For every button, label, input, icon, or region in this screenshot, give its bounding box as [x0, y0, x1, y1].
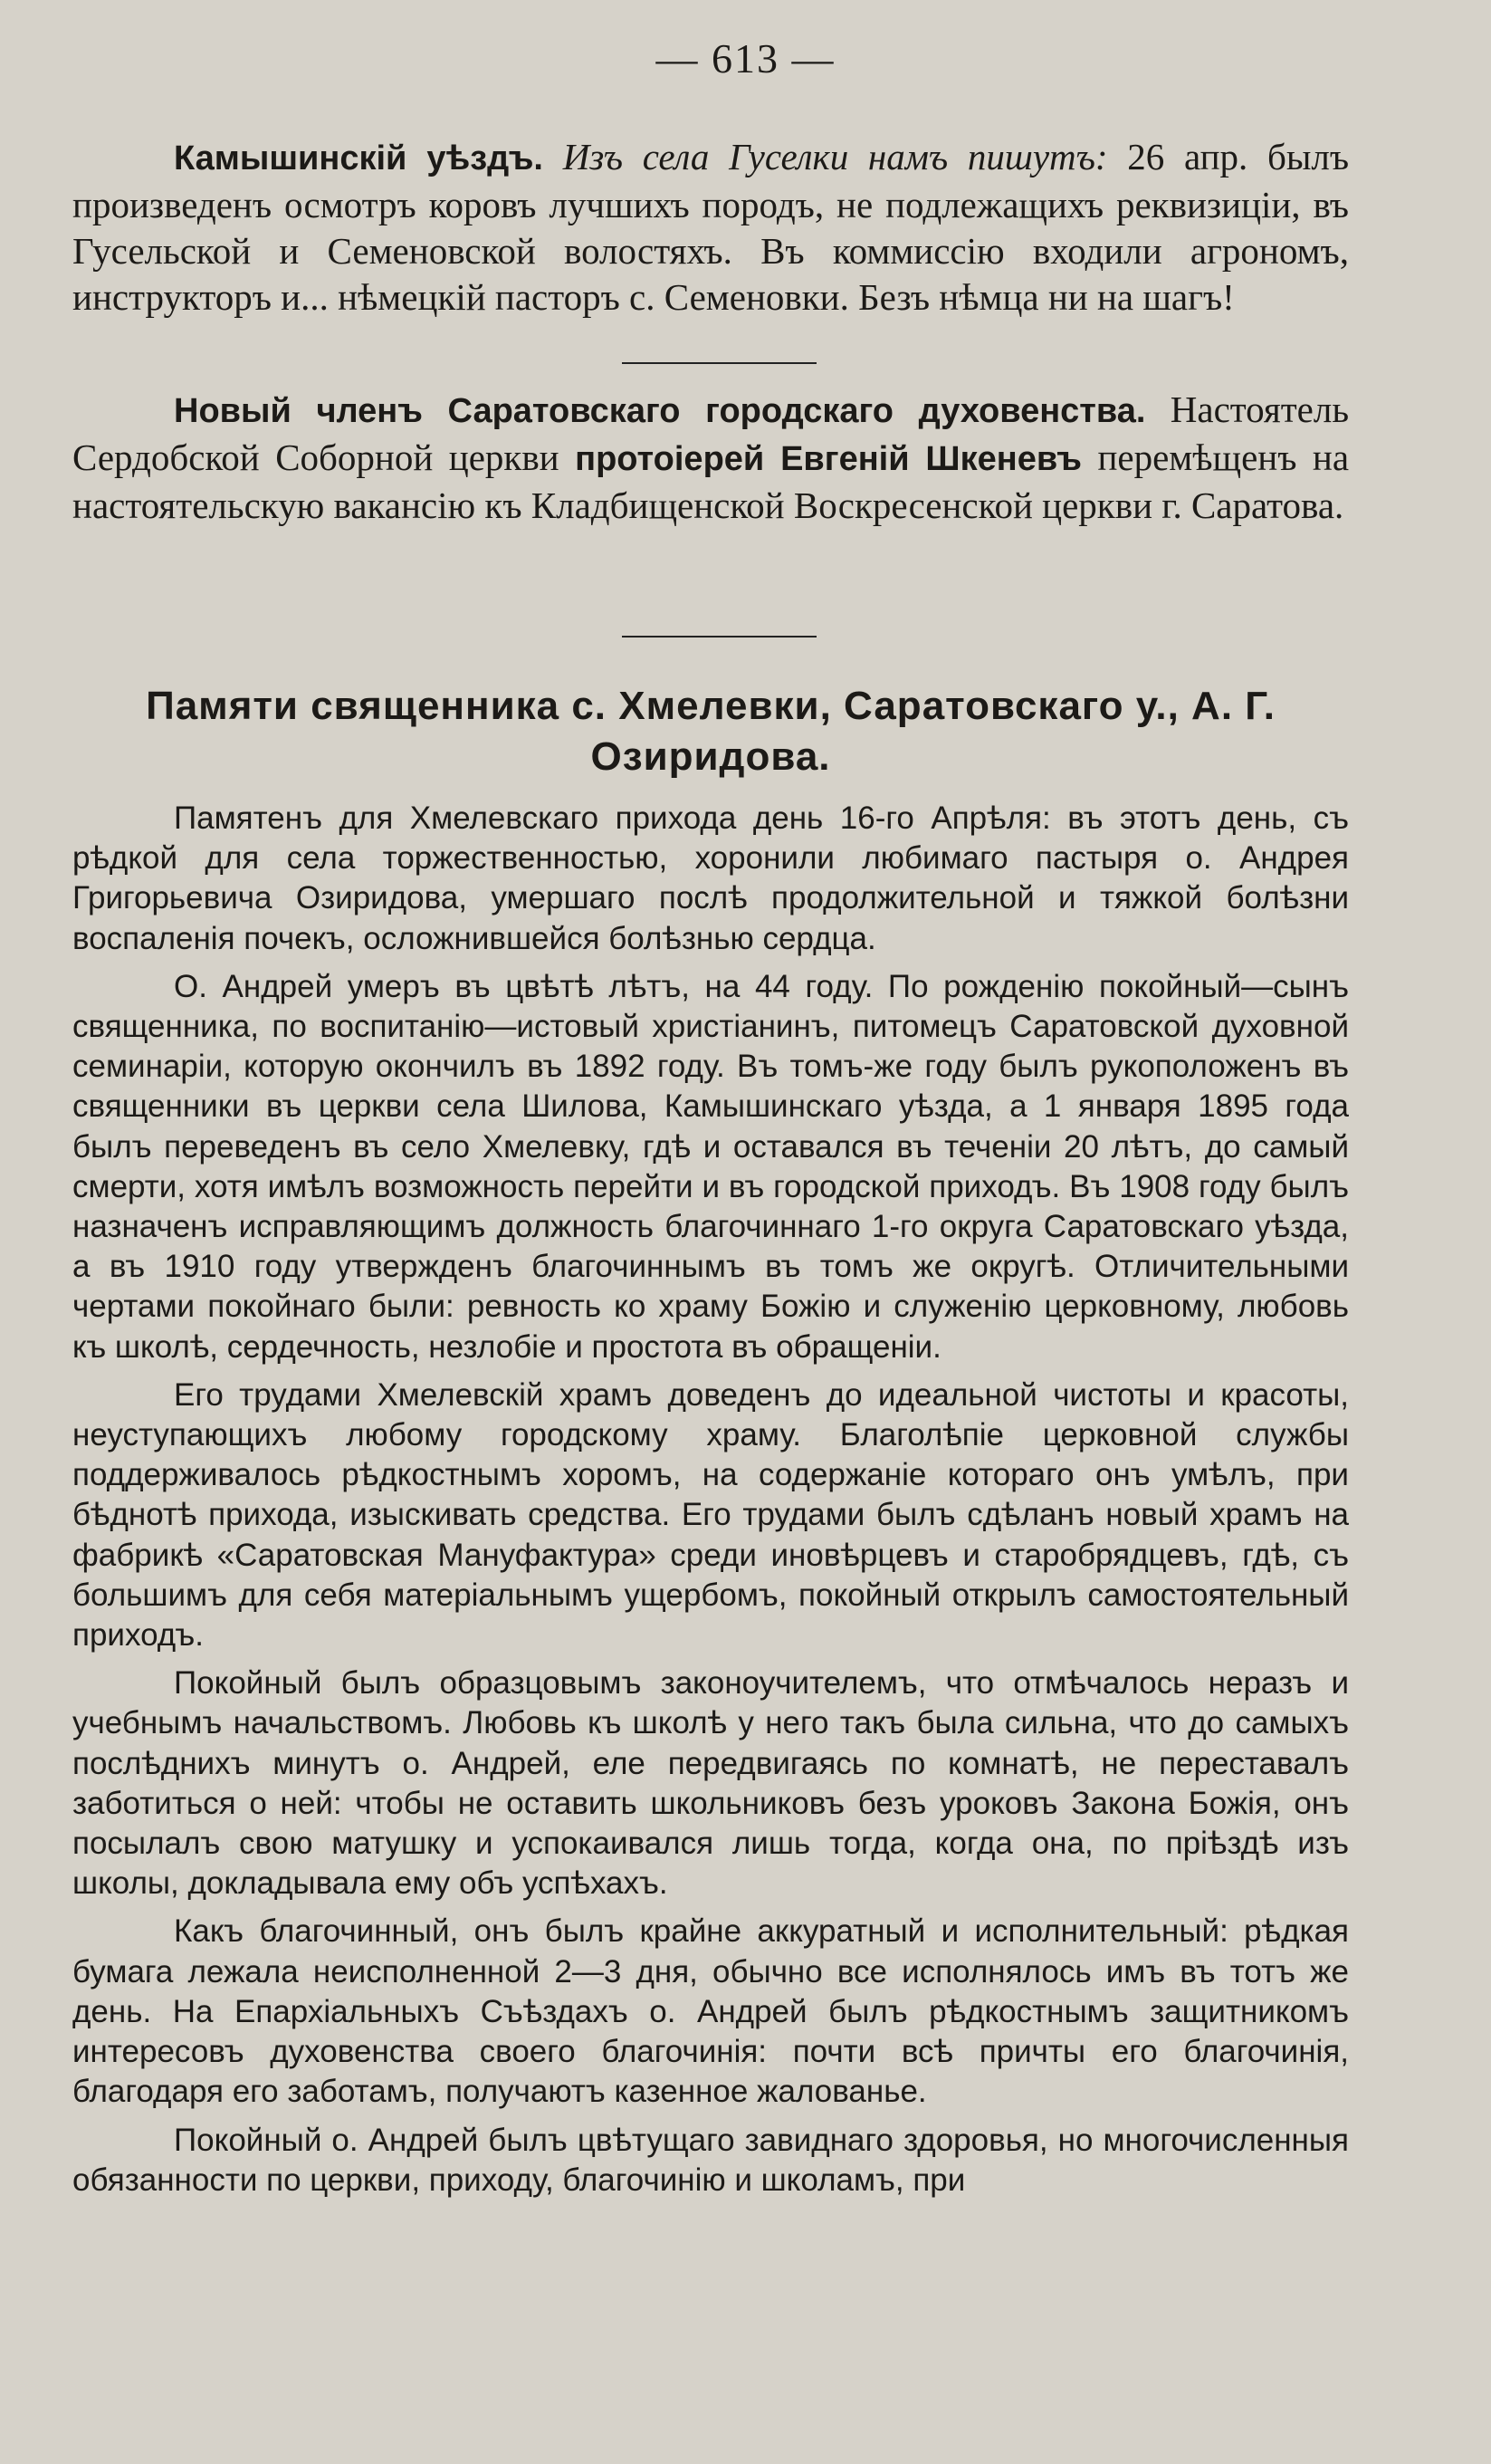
article-paragraph: Покойный былъ образцовымъ законоучителемъ, что отмѣчалось неразъ и учебнымъ начальствомъ. Любовь къ школѣ у него такъ была сильна, что до самыхъ послѣднихъ минутъ о. Андрей, еле передвигаясь по комнатѣ, не переставалъ заботиться о ней: чтобы не оставить школьниковъ безъ уроковъ Закона Божія, онъ посылалъ свою матушку и успокаивался лишь тогда, когда она, по пріѣздѣ изъ школы, докладывала ему объ успѣхахъ.: [72, 1665, 1349, 1902]
article-body: [72, 799, 1349, 2209]
notice-new-member-text: [72, 387, 1349, 529]
divider-rule: [622, 362, 817, 364]
notice-kamyshin-text: [72, 134, 1349, 321]
article-paragraph: Какъ благочинный, онъ былъ крайне аккуратный и исполнительный: рѣдкая бумага лежала неисполненной 2—3 дня, обычно все исполнялось имъ въ тотъ же день. На Епархіальныхъ Съѣздахъ о. Андрей былъ рѣдкостнымъ защитникомъ интересовъ духовенства своего благочинія: почти всѣ причты его благочинія, благодаря его заботамъ, получаютъ казенное жалованье.: [72, 1913, 1349, 2110]
divider-rule: [622, 636, 817, 638]
notice-kamyshin-body: 26 апр. былъ произведенъ осмотръ коровъ лучшихъ породъ, не подлежащихъ реквизиціи, въ Гусельской и Семеновской волостяхъ. Въ коммиссію входили агрономъ, инструкторъ и... нѣмецкій пасторъ с. Семеновки. Безъ нѣмца ни на шагъ!: [72, 136, 1350, 318]
notice-new-member-name: протоіерей Евгеній Шкеневъ: [575, 440, 1082, 478]
notice-kamyshin: [72, 134, 1349, 321]
notice-new-member-body1: Настоятель Сердобской Соборной церкви: [72, 388, 1350, 478]
page-number: — 613 —: [655, 35, 836, 81]
notice-kamyshin-source: Изъ села Гуселки намъ пишутъ:: [562, 136, 1108, 177]
article-title: Памяти священника с. Хмелевки, Саратовскаго у., А. Г. Озиридова.: [146, 684, 1276, 779]
notice-kamyshin-lead: Камышинскій уѣздъ.: [174, 139, 543, 177]
notice-new-member-body2: перемѣщенъ на настоятельскую вакансію къ Кладбищенской Воскресенской церкви г. Саратова.: [72, 436, 1350, 526]
notice-new-member: [72, 387, 1349, 529]
article-paragraph: Его трудами Хмелевскій храмъ доведенъ до идеальной чистоты и красоты, неуступающихъ любому городскому храму. Благолѣпіе церковной службы поддерживалось рѣдкостнымъ хоромъ, на содержаніе котораго онъ умѣлъ, при бѣднотѣ прихода, изыскивать средства. Его трудами былъ сдѣланъ новый храмъ на фабрикѣ «Саратовская Мануфактура» среди иновѣрцевъ и старобрядцевъ, гдѣ, съ большимъ для себя матеріальнымъ ущербомъ, покойный открылъ самостоятельный приходъ.: [72, 1376, 1349, 1654]
article-paragraph: О. Андрей умеръ въ цвѣтѣ лѣтъ, на 44 году. По рожденію покойный—сынъ священника, по воспитанію—истовый христіанинъ, питомецъ Саратовской духовной семинаріи, которую окончилъ въ 1892 году. Въ томъ-же году былъ рукоположенъ въ священники въ церкви села Шилова, Камышинскаго уѣзда, а 1 января 1895 года былъ переведенъ въ село Хмелевку, гдѣ и оставался въ теченіи 20 лѣтъ, до самый смерти, хотя имѣлъ возможность перейти и въ городской приходъ. Въ 1908 году былъ назначенъ исправляющимъ должность благочиннаго 1-го округа Саратовскаго уѣзда, а въ 1910 году утвержденъ благочиннымъ въ томъ же округѣ. Отличительными чертами покойнаго были: ревность ко храму Божію и служенію церковному, любовь къ школѣ, сердечность, незлобіе и простота въ обращеніи.: [72, 968, 1349, 1365]
notice-new-member-lead: Новый членъ Саратовскаго городскаго духовенства.: [174, 392, 1146, 430]
article-paragraph: Памятенъ для Хмелевскаго прихода день 16-го Апрѣля: въ этотъ день, съ рѣдкой для села торжественностью, хоронили любимаго пастыря о. Андрея Григорьевича Озиридова, умершаго послѣ продолжительной и тяжкой болѣзни воспаленія почекъ, осложнившейся болѣзнью сердца.: [72, 801, 1349, 956]
article-paragraph: Покойный о. Андрей былъ цвѣтущаго завиднаго здоровья, но многочисленныя обязанности по церкви, приходу, благочинію и школамъ, при: [72, 2122, 1349, 2198]
